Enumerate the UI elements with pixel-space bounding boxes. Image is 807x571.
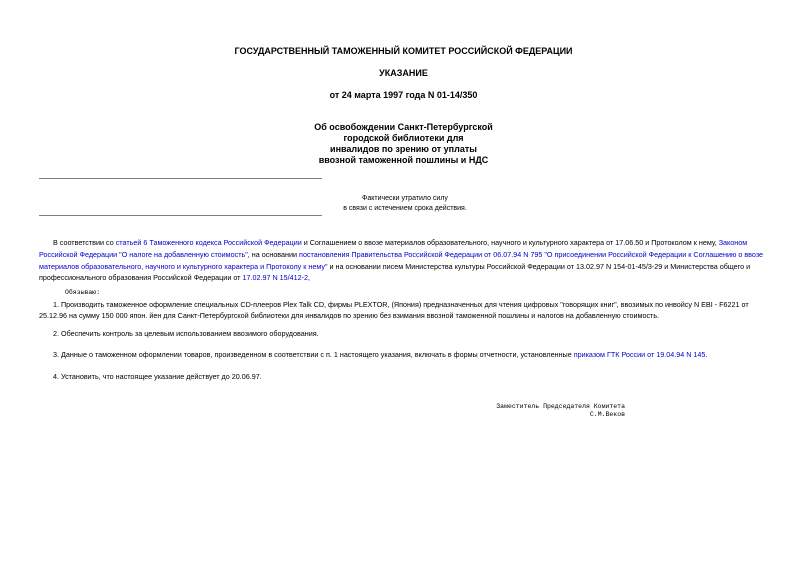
link-letter-15-412-2[interactable]: 17.02.97 N 15/412-2	[242, 273, 309, 282]
link-gtk-order-145[interactable]: приказом ГТК России от 19.04.94 N 145	[573, 350, 706, 359]
item-1-line: 1. Производить таможенное оформление специальных CD-плееров Plex Talk CD, фирмы PLEXTOR, (Япония) предназначенных для чтения цифровых "говорящих книг", ввозимых по инвойсу N EBI - F6221 от	[53, 300, 749, 309]
separator-top	[39, 178, 322, 179]
link-customs-code-article-6[interactable]: статьей 6 Таможенного кодекса Российской Федерации	[115, 238, 302, 247]
link-government-resolution-795[interactable]: постановления Правительства Российской Федерации от 06.07.94 N 795 "О присоединении Российской Федерации к Соглашению о ввозе	[299, 250, 764, 259]
separator-bottom	[39, 215, 322, 216]
status-note-line: Фактически утратило силу	[362, 195, 448, 202]
item-3: 3. Данные о таможенном оформлении товаров, произведенном в соответствии с п. 1 настоящего указания, включать в формы отчетности, установленные приказом ГТК России от 19.04.94 N 145.	[53, 350, 708, 359]
obligate-heading: Обязываю:	[65, 289, 101, 296]
item-4: 4. Установить, что настоящее указание действует до 20.06.97.	[53, 372, 262, 381]
link-vat-law[interactable]: Законом	[718, 238, 748, 247]
signatory-position: Заместитель Председателя Комитета	[496, 403, 625, 410]
item-1-line: 25.12.96 на сумму 150 000 япон. йен для Санкт-Петербургской библиотеки для инвалидов по зрению без взимания ввозной таможенной пошлины и налогов на добавленную стоимость.	[39, 311, 660, 320]
preamble-line: профессионального образования Российской Федерации от 17.02.97 N 15/412-2,	[39, 273, 311, 282]
document-title-line: ввозной таможенной пошлины и НДС	[318, 155, 489, 165]
issuer-title: ГОСУДАРСТВЕННЫЙ ТАМОЖЕННЫЙ КОМИТЕТ РОССИЙСКОЙ ФЕДЕРАЦИИ	[234, 46, 573, 56]
status-note-line: в связи с истечением срока действия.	[343, 205, 467, 212]
preamble-line: Российской Федерации "О налоге на добавленную стоимость", на основании постановления Правительства Российской Федерации от 06.07.94 N 795 "О присоединении Российской Федерации к Соглашению о ввозе	[39, 250, 764, 259]
preamble-line: В соответствии со статьей 6 Таможенного кодекса Российской Федерации и Соглашением о ввозе материалов образовательного, научного и культурного характера от 17.06.50 и Протоколом к нему, Законом	[53, 238, 748, 247]
link-government-resolution-795-cont[interactable]: материалов образовательного, научного и культурного характера и Протоколу к нему"	[39, 262, 328, 271]
document-title-line: городской библиотеки для	[343, 133, 464, 143]
document-type: УКАЗАНИЕ	[379, 68, 428, 78]
item-2: 2. Обеспечить контроль за целевым использованием ввозимого оборудования.	[53, 329, 319, 338]
document-title-line: Об освобождении Санкт-Петербургской	[314, 122, 493, 132]
link-vat-law-title[interactable]: Российской Федерации "О налоге на добавленную стоимость"	[39, 250, 248, 259]
document-date-number: от 24 марта 1997 года N 01-14/350	[329, 90, 478, 100]
signatory-name: С.М.Веков	[589, 411, 625, 418]
document-title-line: инвалидов по зрению от уплаты	[330, 144, 477, 154]
preamble-line: материалов образовательного, научного и культурного характера и Протоколу к нему" и на основании писем Министерства культуры Российской Федерации от 13.02.97 N 154-01-45/3-29 и Министерства общего и	[39, 262, 751, 271]
